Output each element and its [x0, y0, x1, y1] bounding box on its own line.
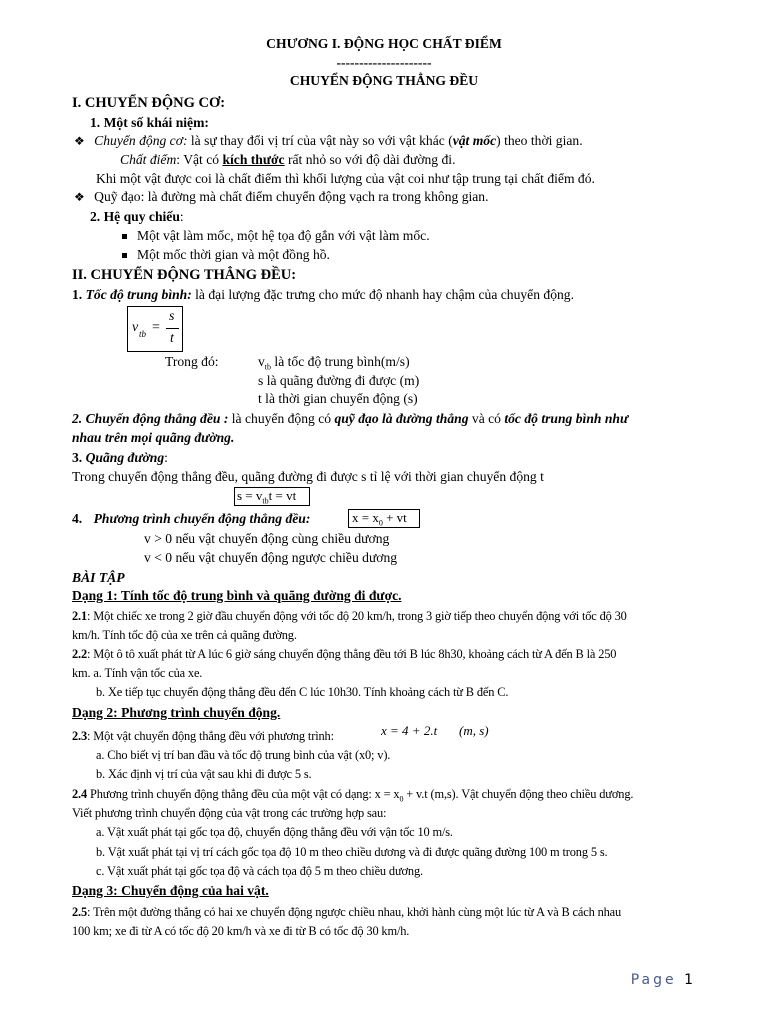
exercise-2-5: 2.5: Trên một đường thẳng có hai xe chuyển động ngược chiều nhau, khởi hành cùng một lúc từ A và B cách nhau: [72, 905, 622, 919]
exercise-2-2: 2.2: Một ô tô xuất phát từ A lúc 6 giờ sáng chuyển động thẳng đều tới B lúc 8h30, khoảng cách từ A đến B là 250: [72, 647, 617, 661]
fraction-numerator: s: [169, 309, 175, 324]
exercise-2-3-a: a. Cho biết vị trí ban đầu và tốc độ trung bình của vật (x0; v).: [96, 748, 391, 762]
exercise-type2-heading: Dạng 2: Phương trình chuyển động.: [72, 705, 281, 720]
exercise-2-4-c: c. Vật xuất phát tại gốc tọa độ và cách tọa độ 5 m theo chiều dương.: [96, 864, 423, 878]
page-number: [631, 972, 696, 988]
definition-trajectory: ❖ Quỹ đạo: là đường mà chất điểm chuyển động vạch ra trong không gian.: [74, 189, 489, 204]
definition-point-mass: Chất điểm: Vật có kích thước rất nhỏ so với độ dài đường đi.: [120, 152, 456, 167]
where-vtb: $v_{tb}$ là tốc độ trung bình(m/s): [258, 354, 410, 372]
exercise-type1-heading: Dạng 1: Tính tốc độ trung bình và quãng đường đi được.: [72, 588, 402, 603]
exercise-2-4-a: a. Vật xuất phát tại gốc tọa độ, chuyển động thẳng đều với vận tốc 10 m/s.: [96, 825, 453, 839]
list-item: Một mốc thời gian và một đồng hồ.: [122, 246, 330, 264]
equation-of-motion-box: $x = x_0$ + vt: [348, 509, 420, 528]
exercise-2-5-cont: 100 km; xe đi từ A có tốc độ 20 km/h và xe đi từ B có tốc độ 30 km/h.: [72, 924, 410, 938]
section1-item2-heading: 2. Hệ quy chiếu:: [90, 209, 184, 224]
exercises-heading: BÀI TẬP: [72, 570, 125, 585]
exercise-2-3-equation: x = 4 + 2.t: [381, 723, 438, 738]
page-label: Page: [630, 972, 677, 988]
exercise-2-3: 2.3: Một vật chuyển động thẳng đều với phương trình:: [72, 729, 334, 743]
where-s: s là quãng đường đi được (m): [258, 373, 420, 388]
where-t: t là thời gian chuyển động (s): [258, 391, 418, 406]
title-separator: ---------------------: [336, 55, 432, 70]
diamond-bullet-icon: ❖: [74, 134, 85, 148]
exercise-2-2-a: km. a. Tính vận tốc của xe.: [72, 666, 203, 680]
section1-heading: I. CHUYỂN ĐỘNG CƠ:: [72, 95, 226, 111]
distance-formula-box: $s = v_{tb}t$ = vt: [234, 487, 310, 506]
page-number-value: 1: [684, 972, 696, 988]
section-subtitle: CHUYỂN ĐỘNG THẲNG ĐỀU: [289, 73, 479, 88]
formula-equals: =: [152, 320, 160, 335]
distance-heading: 3. Quãng đường:: [72, 450, 168, 465]
diamond-bullet-icon: ❖: [74, 190, 85, 204]
square-bullet-icon: [122, 253, 127, 258]
definition-motion: ❖ Chuyển động cơ: là sự thay đổi vị trí của vật này so với vật khác (vật mốc) theo thời gian.: [74, 133, 583, 148]
exercise-2-3-b: b. Xác định vị trí của vật sau khi đi được 5 s.: [96, 767, 312, 781]
exercise-2-1: 2.1: Một chiếc xe trong 2 giờ đầu chuyển động với tốc độ 20 km/h, trong 3 giờ tiếp theo chuyển động với tốc độ 30: [72, 609, 627, 623]
exercise-2-4-prompt: Viết phương trình chuyển động của vật trong các trường hợp sau:: [72, 806, 387, 820]
fraction-denominator: t: [170, 331, 174, 346]
uniform-motion-definition-cont: nhau trên mọi quãng đường.: [72, 430, 235, 445]
exercise-2-4-b: b. Vật xuất phát tại vị trí cách gốc tọa độ 10 m theo chiều dương và đi được quãng đường 100 m trong 5 s.: [96, 845, 608, 859]
average-speed-definition: 1. Tốc độ trung bình: là đại lượng đặc trưng cho mức độ nhanh hay chậm của chuyển động.: [72, 287, 574, 302]
where-label: Trong đó:: [165, 354, 219, 369]
section1-item1-heading: 1. Một số khái niệm:: [90, 115, 209, 130]
equation-of-motion-heading: 4. Phương trình chuyển động thẳng đều:: [72, 511, 311, 526]
chapter-title: CHƯƠNG I. ĐỘNG HỌC CHẤT ĐIỂM: [266, 36, 502, 51]
distance-text: Trong chuyển động thẳng đều, quãng đường đi được s tỉ lệ với thời gian chuyển động t: [72, 469, 544, 484]
fraction-bar: [166, 328, 179, 329]
list-item: Một vật làm mốc, một hệ tọa độ gắn với vật làm mốc.: [122, 227, 430, 245]
formula-v: v: [132, 320, 139, 335]
exercise-2-3-units: (m, s): [459, 723, 489, 738]
exercise-2-4: 2.4 Phương trình chuyển động thẳng đều của một vật có dạng: $x = x_0 + v.t$ (m,s). Vật chuyển động theo chiều dương.: [72, 787, 634, 804]
uniform-motion-definition: 2. Chuyển động thẳng đều : là chuyển động có quỹ đạo là đường thẳng và có tốc độ trung bình như: [72, 411, 629, 426]
exercise-type3-heading: Dạng 3: Chuyển động của hai vật.: [72, 883, 269, 898]
fraction: [166, 307, 180, 351]
exercise-2-1-cont: km/h. Tính tốc độ của xe trên cả quãng đường.: [72, 628, 297, 642]
formula-subscript: tb: [139, 329, 147, 339]
velocity-case-positive: v > 0 nếu vật chuyển động cùng chiều dương: [144, 531, 390, 546]
average-speed-formula-box: [127, 306, 183, 352]
definition-mass-note: Khi một vật được coi là chất điểm thì khối lượng của vật coi như tập trung tại chất điểm đó.: [96, 171, 595, 186]
square-bullet-icon: [122, 234, 127, 239]
velocity-case-negative: v < 0 nếu vật chuyển động ngược chiều dương: [144, 550, 398, 565]
section2-heading: II. CHUYỂN ĐỘNG THẲNG ĐỀU:: [72, 267, 297, 283]
term-motion: Chuyển động cơ:: [94, 133, 188, 148]
exercise-2-2-b: b. Xe tiếp tục chuyển động thẳng đều đến C lúc 10h30. Tính khoảng cách từ B đến C.: [96, 685, 509, 699]
